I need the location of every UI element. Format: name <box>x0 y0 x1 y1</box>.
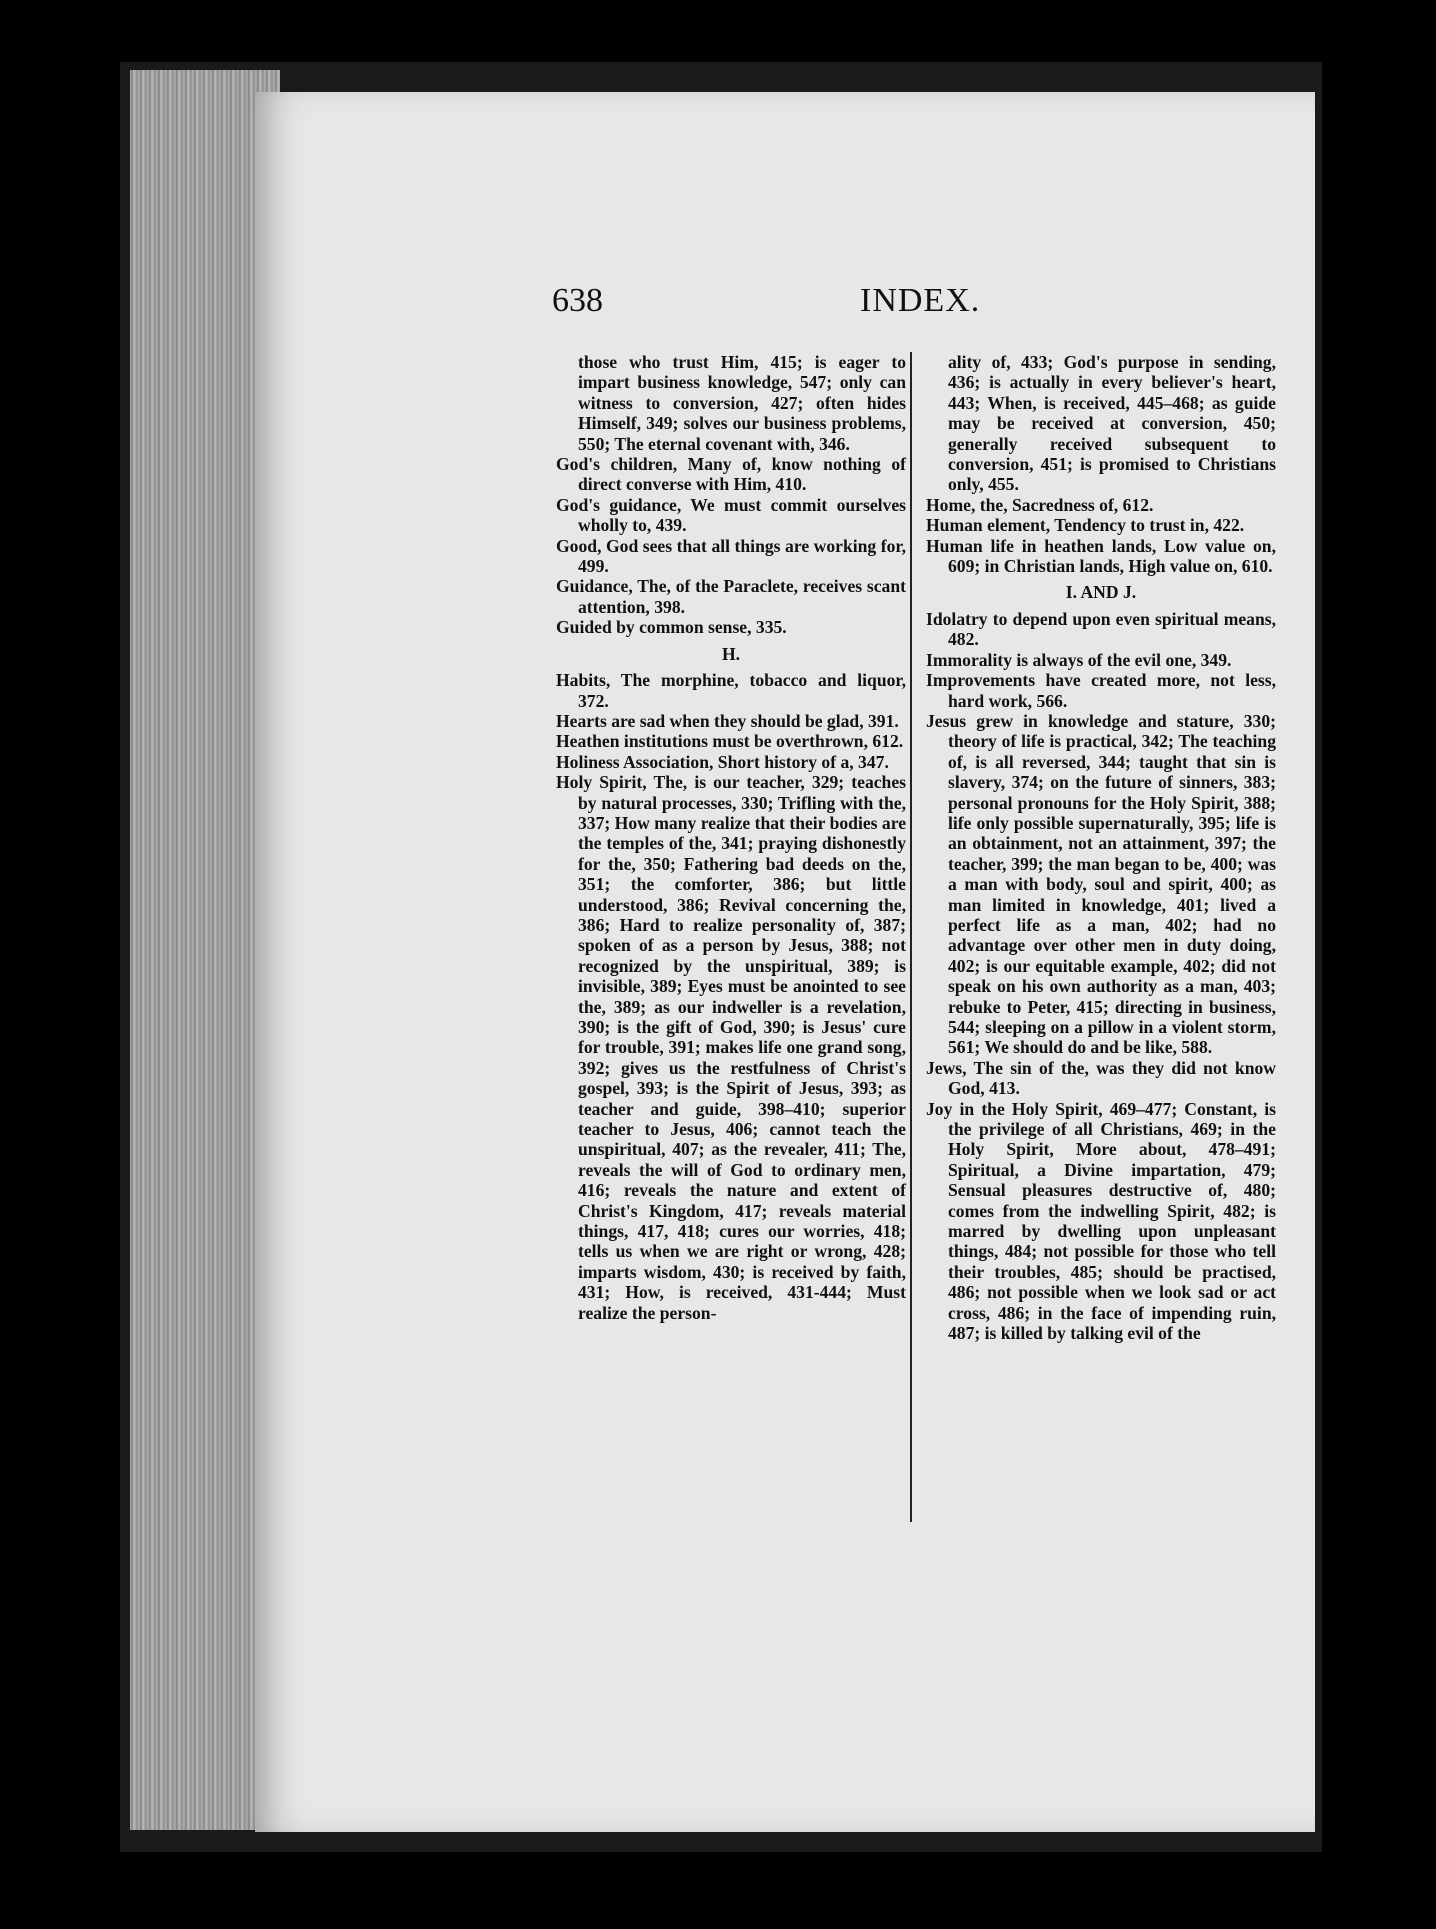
index-entry: God's children, Many of, know nothing of direct converse with Him, 410. <box>556 454 906 495</box>
index-entry: God's guidance, We must commit ourselves wholly to, 439. <box>556 494 906 536</box>
index-entry: ality of, 433; God's purpose in sending, 436; is actually in every believer's heart, 443; When, is received, 445–468; as guide may be received at conversion, 450; generally received subsequent to conversion, 451; is promised to Christians only, 455. <box>948 352 1276 495</box>
section-heading: I. AND J. <box>1065 582 1137 603</box>
index-entry: Guided by common sense, 335. <box>556 617 787 638</box>
index-entry: Joy in the Holy Spirit, 469–477; Constant, is the privilege of all Christians, 469; in the Holy Spirit, More about, 478–491; Spiritual, a Divine impartation, 479; Sensual pleasures destructive of, 480; comes from the indwelling Spirit, 482; is marred by dwelling upon unpleasant things, 484; not possible for those who tell their troubles, 485; should be practised, 486; not possible when we look sad or act cross, 486; in the face of impending ruin, 487; is killed by talking evil of the <box>926 1098 1276 1344</box>
page-title: INDEX. <box>860 282 981 319</box>
index-entry: Improvements have created more, not less, hard work, 566. <box>926 670 1276 711</box>
index-entry: those who trust Him, 415; is eager to impart business knowledge, 547; only can witness to conversion, 427; often hides Himself, 349; solves our business problems, 550; The eternal covenant with, 346. <box>578 352 906 454</box>
page-number: 638 <box>552 282 603 319</box>
index-entry: Jesus grew in knowledge and stature, 330; theory of life is practical, 342; The teaching of, is all reversed, 344; taught that sin is slavery, 374; on the future of sinners, 383; personal pronouns for the Holy Spirit, 388; life only possible supernaturally, 395; life is an obtainment, not an attainment, 397; the teacher, 399; the man began to be, 400; was a man with body, soul and spirit, 400; as man limited in knowledge, 401; lived a perfect life as a man, 402; had no advantage over other men in duty doing, 402; is our equitable example, 402; did not speak on his own authority as a man, 403; rebuke to Peter, 415; directing in business, 544; sleeping on a pillow in a violent storm, 561; We should do and be like, 588. <box>926 710 1276 1058</box>
index-entry: Holy Spirit, The, is our teacher, 329; teaches by natural processes, 330; Trifling with the, 337; How many realize that their bodies are the temples of the, 341; praying dishonestly for the, 350; Fathering bad deeds on the, 351; the comforter, 386; but little understood, 386; Revival concerning the, 386; Hard to realize personality of, 387; spoken of as a person by Jesus, 388; not recognized by the unspiritual, 389; is invisible, 389; Eyes must be anointed to see the, 389; as our indweller is a revelation, 390; is the gift of God, 390; is Jesus' cure for trouble, 391; makes life one grand song, 392; gives us the restfulness of Christ's gospel, 393; is the Spirit of Jesus, 393; as teacher and guide, 398–410; superior teacher to Jesus, 406; cannot teach the unspiritual, 407; as the revealer, 411; The, reveals the will of God to ordinary men, 416; reveals the nature and extent of Christ's Kingdom, 417; reveals material things, 417, 418; cures our worries, 418; tells us when we are right or wrong, 428; imparts wisdom, 430; is received by faith, 431; How, is received, 431-444; Must realize the person- <box>556 772 906 1323</box>
section-heading: H. <box>721 643 741 664</box>
index-column-right <box>926 352 1276 1344</box>
index-entry: Good, God sees that all things are working for, 499. <box>556 535 906 577</box>
index-entry: Idolatry to depend upon even spiritual means, 482. <box>926 608 1276 650</box>
index-entry: Immorality is always of the evil one, 349. <box>926 649 1232 670</box>
index-entry: Holiness Association, Short history of a, 347. <box>556 751 889 772</box>
index-entry: Heathen institutions must be overthrown, 612. <box>556 731 904 752</box>
index-entry: Home, the, Sacredness of, 612. <box>926 494 1154 515</box>
index-entry: Human life in heathen lands, Low value on, 609; in Christian lands, High value on, 610. <box>926 535 1276 577</box>
index-column-left <box>556 352 906 1323</box>
column-divider <box>910 352 912 1522</box>
index-entry: Human element, Tendency to trust in, 422. <box>926 515 1245 536</box>
index-entry: Habits, The morphine, tobacco and liquor, 372. <box>556 670 906 711</box>
index-entry: Guidance, The, of the Paraclete, receives scant attention, 398. <box>556 576 906 617</box>
index-entry: Hearts are sad when they should be glad, 391. <box>556 710 899 731</box>
index-entry: Jews, The sin of the, was they did not know God, 413. <box>926 1057 1276 1099</box>
